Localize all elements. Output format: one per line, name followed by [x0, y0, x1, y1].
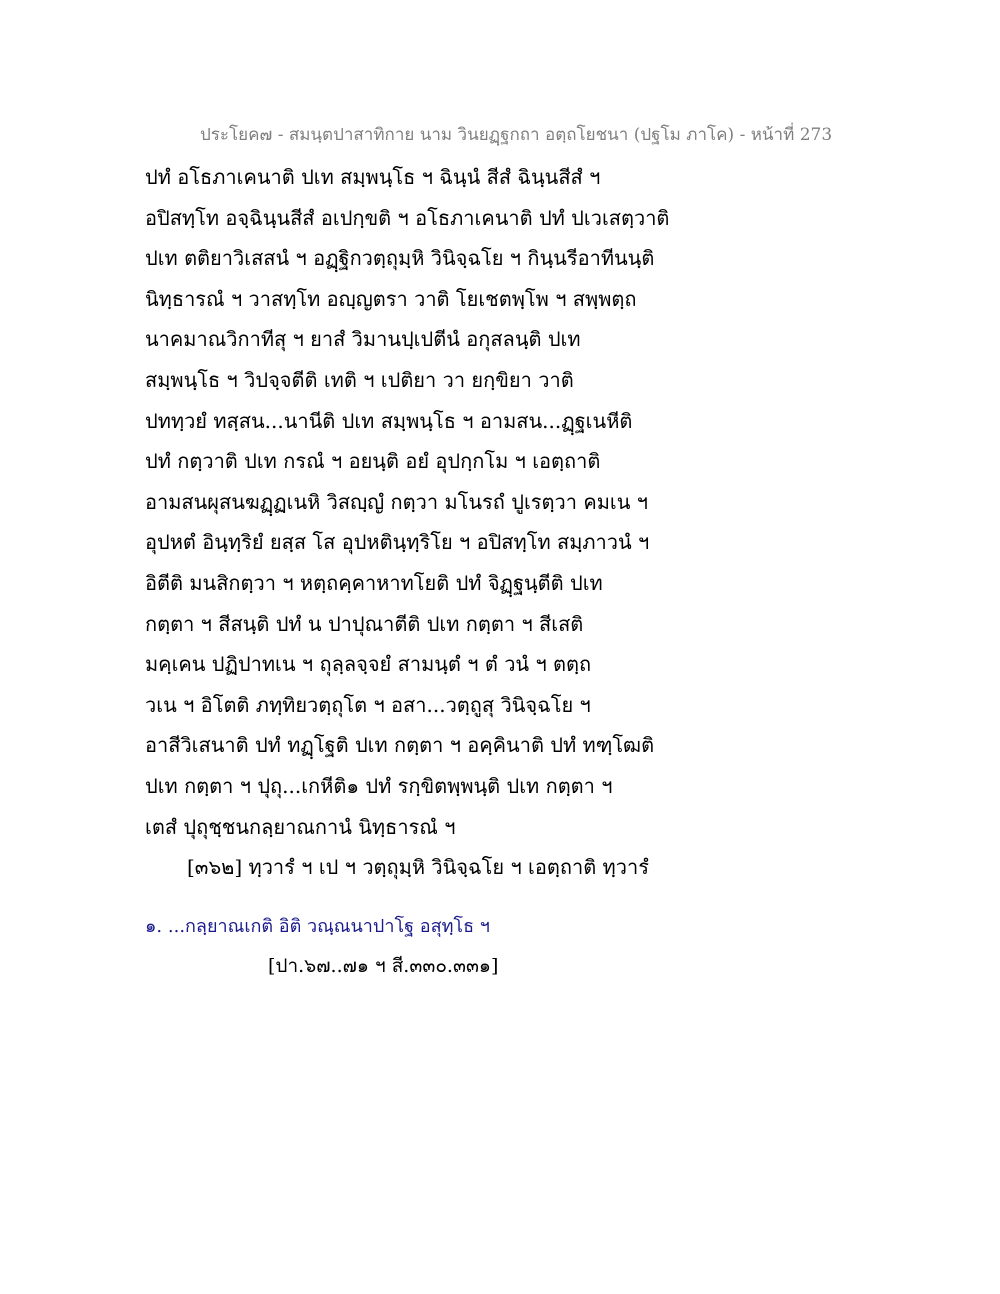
body-line-10: อุปหตํ อินฺทฺริยํ ยสฺส โส อุปหตินฺทฺริโย ฯ อปิสทฺโท สมฺภาวนํ ฯ — [145, 530, 650, 555]
body-line-16: ปเท กตฺตา ฯ ปุถุ...เกหีติ๑ ปทํ รกฺขิตพฺพนฺติ ปเท กตฺตา ฯ — [145, 773, 613, 798]
body-text — [145, 157, 975, 888]
body-line-13: มคฺเคน ปฏิปาทเน ฯ ถุลฺลจฺจยํ สามนฺตํ ฯ ตํ วนํ ฯ ตตฺถ — [145, 652, 592, 677]
body-line-12: กตฺตา ฯ สีสนฺติ ปทํ น ปาปุณาตีติ ปเท กตฺตา ฯ สีเสติ — [145, 611, 584, 636]
body-line-14: วเน ฯ อิโตติ ภทฺทิยวตฺถุโต ฯ อสา...วตฺถูสุ วินิจฺฉโย ฯ — [145, 692, 591, 717]
footnote: ๑. ...กลฺยาณเกติ อิติ วณฺณนาปาโฐ อสุทฺโธ ฯ — [145, 916, 490, 937]
body-line-9: อามสนผุสนฆฏฺฏเนหิ วิสญฺญํ กตฺวา มโนรถํ ปูเรตฺวา คมเน ฯ — [145, 489, 648, 514]
body-line-6: สมฺพนฺโธ ฯ วิปจฺจตีติ เทติ ฯ เปติยา วา ยกฺขิยา วาติ — [145, 367, 574, 392]
body-line-5: นาคมาณวิกาทีสุ ฯ ยาสํ วิมานปฺเปตีนํ อกุสลนฺติ ปเท — [145, 327, 581, 352]
body-line-11: อิตีติ มนสิกตฺวา ฯ หตฺถคฺคาหาทโยติ ปทํ จิฏฺฐนฺตีติ ปเท — [145, 570, 603, 595]
body-line-17: เตสํ ปุถุชฺชนกลฺยาณกานํ นิทฺธารณํ ฯ — [145, 814, 456, 839]
body-line-3: ปเท ตติยาวิเสสนํ ฯ อฏฺฐิกวตฺถุมฺหิ วินิจฺฉโย ฯ กินฺนรีอาทีนนฺติ — [145, 246, 655, 271]
page-header: ประโยค๗ - สมนฺตปาสาทิกาย นาม วินยฏฺฐกถา อตฺถโยชนา (ปฐโม ภาโค) - หน้าที่ 273 — [200, 125, 833, 145]
body-line-1: ปทํ อโธภาเคนาติ ปเท สมฺพนฺโธ ฯ ฉินฺนํ สีสํ ฉินฺนสีสํ ฯ — [145, 165, 601, 189]
body-line-15: อาสีวิเสนาติ ปทํ ทฏฺโฐติ ปเท กตฺตา ฯ อคฺคินาติ ปทํ ทฑฺโฒติ — [145, 733, 655, 758]
body-line-2: อปิสทฺโท อจฺฉินฺนสีสํ อเปกฺขติ ฯ อโธภาเคนาติ ปทํ ปเวเสตฺวาติ — [145, 205, 670, 230]
body-line-7: ปททฺวยํ ทสฺสน...นานีติ ปเท สมฺพนฺโธ ฯ อามสน...ฏฺฐเนหีติ — [145, 408, 633, 433]
page-reference: [ปา.๖๗..๗๑ ฯ สี.๓๓๐.๓๓๑] — [268, 955, 499, 977]
body-line-4: นิทฺธารณํ ฯ วาสทฺโท อญฺญตรา วาติ โยเชตพฺโพ ฯ สพฺพตฺถ — [145, 286, 637, 311]
body-line-8: ปทํ กตฺวาติ ปเท กรณํ ฯ อยนฺติ อยํ อุปกฺกโม ฯ เอตฺถาติ — [145, 449, 601, 474]
body-line-18: [๓๖๒] ทฺวารํ ฯ เป ฯ วตฺถุมฺหิ วินิจฺฉโย ฯ เอตฺถาติ ทฺวารํ — [187, 855, 649, 880]
